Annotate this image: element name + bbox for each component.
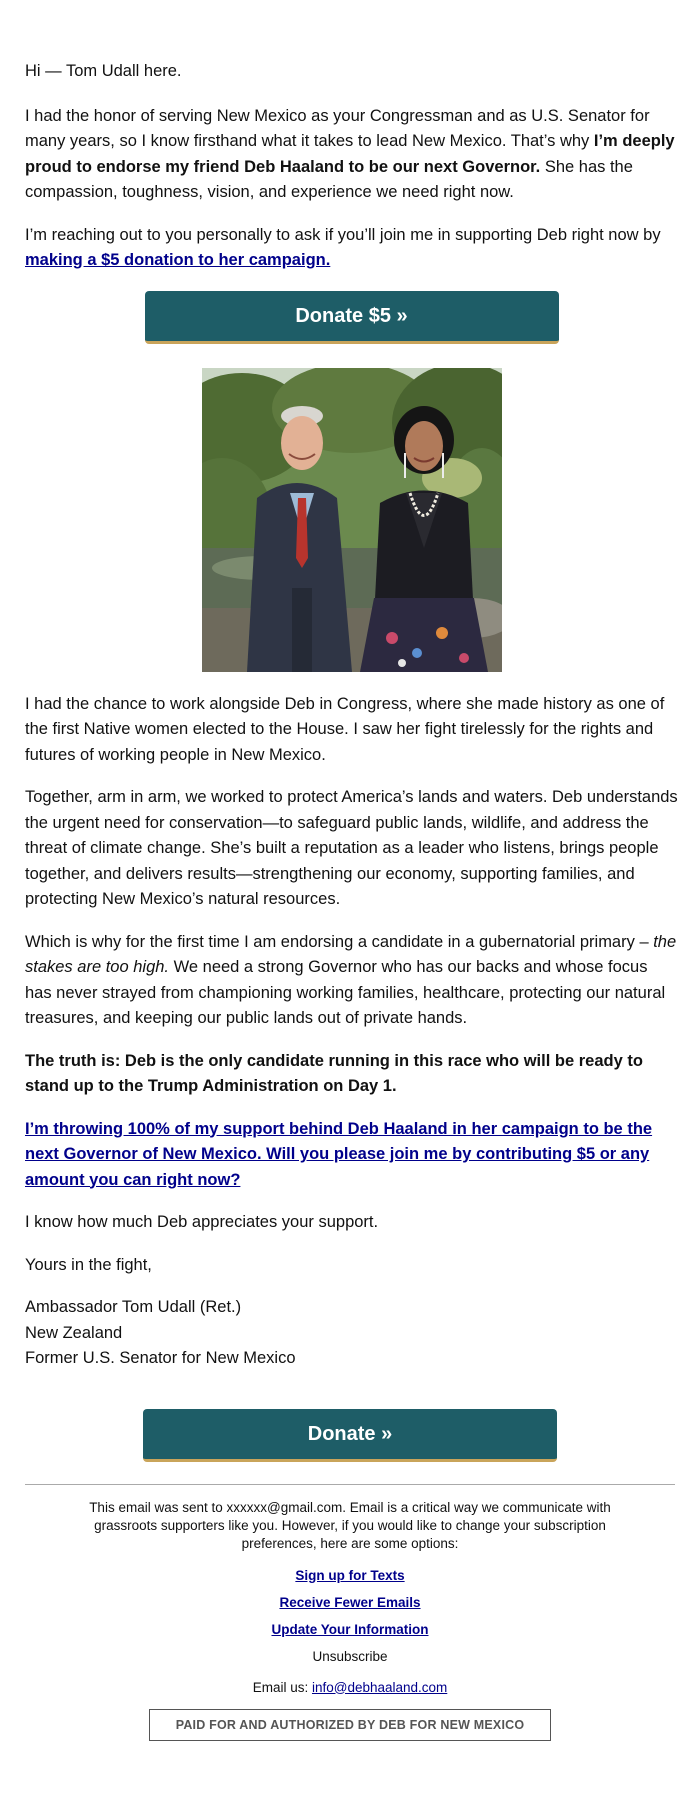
donate-5-button[interactable]: Donate $5 »: [145, 291, 559, 344]
signature-block: [25, 1295, 678, 1372]
primary-paragraph: [25, 930, 678, 1032]
ask-text: I’m reaching out to you personally to ask if you’ll join me in supporting Deb right now by: [25, 225, 661, 244]
fewer-emails-link[interactable]: Receive Fewer Emails: [279, 1594, 421, 1610]
donate-5-link[interactable]: making a $5 donation to her campaign.: [25, 251, 331, 269]
appreciation-paragraph: I know how much Deb appreciates your support.: [25, 1213, 379, 1231]
email-label: Email us:: [252, 1679, 312, 1695]
udall-haaland-photo: [202, 368, 502, 672]
contact-email-line: [60, 1679, 640, 1697]
photo-row: [25, 368, 678, 672]
greeting: Hi — Tom Udall here.: [25, 62, 182, 80]
support-paragraph: [25, 1117, 678, 1194]
donate-top-row: [25, 291, 678, 344]
footer: [0, 1485, 700, 1755]
endorsement-statement: I’m deeply proud to endorse my friend Deb Haaland to be our next Governor.: [25, 132, 675, 176]
primary-text-end: We need a strong Governor who has our backs and whose focus has never strayed from championing working families, healthcare, protecting our natural treasures, and keeping our public lands out of private hands.: [25, 958, 666, 1027]
truth-paragraph: [25, 1049, 678, 1100]
signature-title: Former U.S. Senator for New Mexico: [25, 1349, 296, 1367]
stakes-italic: the stakes are too high.: [25, 932, 677, 976]
unsubscribe-link[interactable]: Unsubscribe: [312, 1648, 388, 1664]
update-info-link[interactable]: Update Your Information: [271, 1621, 429, 1637]
intro-text-end: She has the compassion, toughness, vision, and experience we need right now.: [25, 157, 633, 201]
contact-email-link[interactable]: info@debhaaland.com: [311, 1679, 448, 1695]
footer-note: This email was sent to xxxxxx@gmail.com. Email is a critical way we communicate with grassroots supporters like you. However, if you would like to change your subscription preferences, here are some options:: [89, 1499, 611, 1551]
donate-bottom-row: [0, 1409, 700, 1462]
footer-link-row: [60, 1567, 640, 1585]
intro-paragraph: [25, 104, 678, 206]
congress-paragraph: I had the chance to work alongside Deb in Congress, where she made history as one of the first Native women elected to the House. I saw her fight tirelessly for the rights and futures of working people in New Mexico.: [25, 694, 665, 764]
conservation-paragraph: Together, arm in arm, we worked to protect America’s lands and waters. Deb understands the urgent need for conservation—to safeguard public lands, wildlife, and address the threat of climate change. She’s built a reputation as a leader who listens, brings people together, and delivers results—strengthening our economy, supporting families, and protecting New Mexico’s natural resources.: [25, 788, 678, 908]
primary-text: Which is why for the first time I am endorsing a candidate in a gubernatorial primary –: [25, 932, 654, 951]
support-donate-link[interactable]: I’m throwing 100% of my support behind Deb Haaland in her campaign to be the next Governor of New Mexico. Will you please join me by contributing $5 or any amount you can right now?: [25, 1119, 653, 1189]
paid-for-disclaimer: PAID FOR AND AUTHORIZED BY DEB FOR NEW MEXICO: [149, 1709, 551, 1741]
donate-button[interactable]: Donate »: [143, 1409, 557, 1462]
footer-link-row: [60, 1594, 640, 1612]
footer-link-row: [60, 1621, 640, 1639]
sign-up-texts-link[interactable]: Sign up for Texts: [295, 1567, 405, 1583]
signature-name: Ambassador Tom Udall (Ret.): [25, 1298, 242, 1316]
truth-statement: The truth is: Deb is the only candidate running in this race who will be ready to stand up to the Trump Administration on Day 1.: [25, 1051, 643, 1095]
ask-paragraph: [25, 223, 678, 274]
signature-location: New Zealand: [25, 1323, 123, 1342]
closing-line: Yours in the fight,: [25, 1255, 152, 1274]
intro-text: I had the honor of serving New Mexico as your Congressman and as U.S. Senator for many years, so I know firsthand what it takes to lead New Mexico. That’s why: [25, 106, 650, 150]
